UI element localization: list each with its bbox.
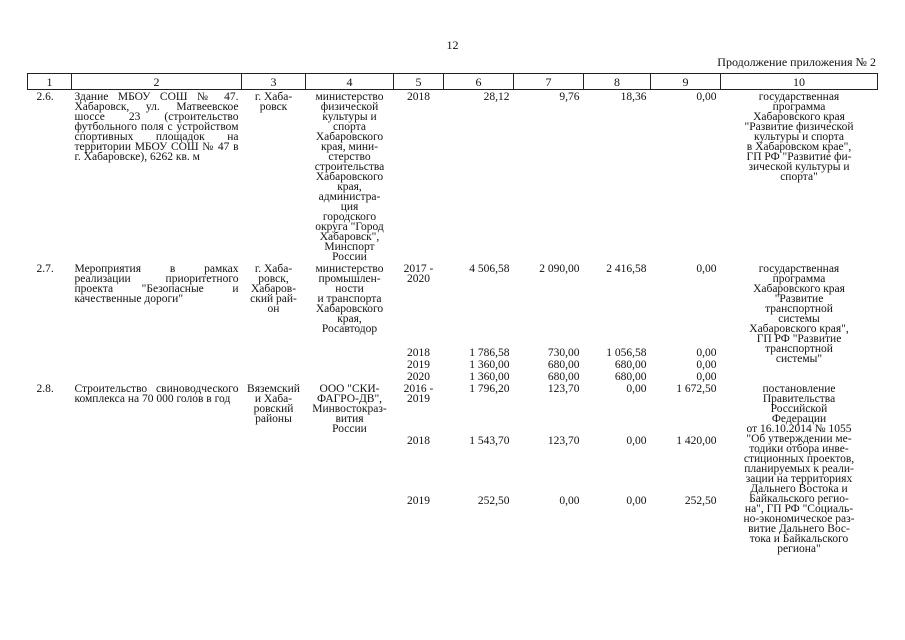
object-name: Мероприятия в рамках реализации приоритетного проекта "Безопасные и качественные дороги" (74, 263, 239, 305)
column-header-3: 3 (242, 74, 306, 90)
program-basis: государственная программа Хабаровского края "Развитие транспортной системы Хабаровского края", ГП РФ "Развитие транспортной системы" (749, 263, 849, 365)
table-row (28, 90, 878, 263)
row-number: 2.8. (36, 383, 54, 395)
period-year: 2020 (407, 371, 430, 383)
value-col-8: 680,00 (614, 371, 647, 383)
column-header-8: 8 (584, 74, 651, 90)
period-year: 2018 (407, 91, 430, 103)
value-col-8: 0,00 (626, 435, 647, 447)
value-col-9: 252,50 (684, 495, 717, 507)
value-col-7: 730,00 (547, 347, 580, 359)
value-col-8: 0,00 (626, 383, 647, 395)
value-col-9: 0,00 (696, 359, 717, 371)
value-col-8: 1 056,58 (606, 347, 647, 359)
column-header-4: 4 (306, 74, 394, 90)
value-col-7: 123,70 (547, 435, 580, 447)
column-header-7: 7 (514, 74, 584, 90)
value-col-6: 252,50 (477, 495, 510, 507)
value-col-9: 0,00 (696, 263, 717, 275)
value-col-9: 0,00 (696, 347, 717, 359)
value-col-9: 0,00 (696, 91, 717, 103)
value-col-8: 18,36 (620, 91, 647, 103)
value-col-6: 1 360,00 (469, 371, 510, 383)
column-header-1: 1 (28, 74, 72, 90)
value-col-9: 0,00 (696, 371, 717, 383)
period-year: 2019 (407, 495, 430, 507)
program-basis: постановление Правительства Российской Федерации от 16.10.2014 № 1055 "Об утверждении ме- тодики отбора инве- стиционных проектов, планируемых к реали- зации на территориях Дальнего Востока и Байкальского регио- на", ГП РФ "Социаль- но-экономическое раз- витие Дальнего Вос- тока и Байкальского региона" (743, 383, 855, 555)
value-col-7: 0,00 (559, 495, 580, 507)
column-header-10: 10 (721, 74, 878, 90)
value-col-8: 2 416,58 (606, 263, 647, 275)
row-number: 2.6. (36, 91, 54, 103)
column-header-6: 6 (444, 74, 514, 90)
location: Вяземский и Хаба- ровский районы (247, 383, 300, 425)
row-number: 2.7. (36, 263, 54, 275)
value-col-8: 680,00 (614, 359, 647, 371)
value-col-8: 0,00 (626, 495, 647, 507)
period-year: 2019 (407, 359, 430, 371)
responsible-body: ООО "СКИ- ФАГРО-ДВ", Минвостокраз- вития России (312, 383, 387, 435)
value-col-6: 1 360,00 (469, 359, 510, 371)
object-name: Здание МБОУ СОШ № 47. Хабаровск, ул. Матвеевское шоссе 23 (строительство футбольного поля с устройством спортивных площадок на территории МБОУ СОШ № 47 в г. Хабаровске), 6262 кв. м (74, 91, 239, 163)
location: г. Хаба- ровск (254, 91, 293, 113)
table-header (28, 74, 878, 90)
column-header-2: 2 (72, 74, 242, 90)
column-header-5: 5 (394, 74, 444, 90)
table-row (28, 382, 878, 434)
location: г. Хаба- ровск, Хабаров- ский рай- он (250, 263, 297, 315)
responsible-body: министерство промышлен- ности и транспорта Хабаровского края, Росавтодор (315, 263, 384, 335)
program-basis: государственная программа Хабаровского края "Развитие физической культуры и спорта в Хабаровском крае", ГП РФ "Развитие фи- зической культуры и спорта" (744, 91, 854, 183)
appendix-table (27, 73, 878, 554)
object-name: Строительство свиноводческого комплекса на 70 000 голов в год (74, 383, 239, 405)
table-row (28, 262, 878, 346)
responsible-body: министерство физической культуры и спорта Хабаровского края, мини- стерство строительства Хабаровского края, администра- ция городского округа "Город Хабаровск", Минспорт России (314, 91, 385, 263)
value-col-7: 680,00 (547, 371, 580, 383)
value-col-7: 9,76 (559, 91, 580, 103)
value-col-6: 1 796,20 (469, 383, 510, 395)
period-year: 2018 (407, 347, 430, 359)
column-header-9: 9 (651, 74, 721, 90)
period-year: 2017 - 2020 (403, 263, 434, 285)
value-col-7: 123,70 (547, 383, 580, 395)
value-col-9: 1 672,50 (676, 383, 717, 395)
page-number: 12 (446, 38, 459, 52)
value-col-7: 680,00 (547, 359, 580, 371)
value-col-6: 1 786,58 (469, 347, 510, 359)
value-col-6: 4 506,58 (469, 263, 510, 275)
value-col-6: 28,12 (483, 91, 510, 103)
value-col-9: 1 420,00 (676, 435, 717, 447)
period-year: 2016 - 2019 (403, 383, 434, 405)
value-col-6: 1 543,70 (469, 435, 510, 447)
period-year: 2018 (407, 435, 430, 447)
continuation-caption: Продолжение приложения № 2 (717, 55, 876, 69)
table-body (28, 90, 878, 555)
value-col-7: 2 090,00 (539, 263, 580, 275)
